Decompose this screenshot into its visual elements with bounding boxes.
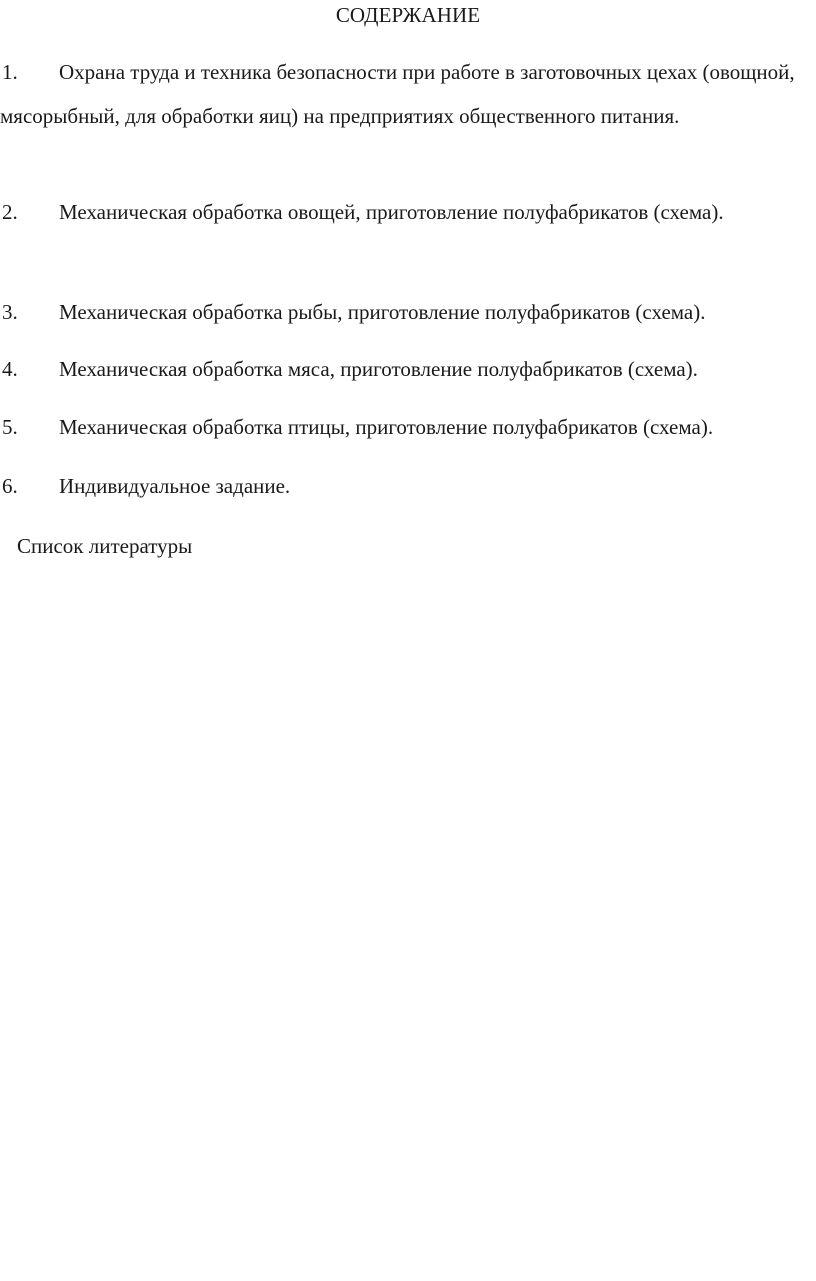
toc-item-4	[0, 347, 812, 391]
toc-item-number: 2.	[2, 200, 18, 224]
toc-item-number: 4.	[2, 357, 18, 381]
toc-item-text: Механическая обработка овощей, приготовление полуфабрикатов (схема).	[59, 200, 724, 224]
literature-heading: Список литературы	[17, 534, 193, 558]
toc-item-1	[0, 50, 812, 138]
toc-item-text: Охрана труда и техника безопасности при работе в заготовочных цехах (овощной, мясорыбный, для обработки яиц) на предприятиях общественного питания.	[0, 60, 795, 128]
toc-item-text: Механическая обработка рыбы, приготовление полуфабрикатов (схема).	[59, 300, 706, 324]
toc-item-6	[0, 464, 812, 508]
toc-item-3	[0, 290, 812, 334]
toc-item-text: Механическая обработка птицы, приготовление полуфабрикатов (схема).	[59, 415, 714, 439]
toc-item-5	[0, 405, 812, 449]
toc-item-text: Механическая обработка мяса, приготовление полуфабрикатов (схема).	[59, 357, 698, 381]
page-title: СОДЕРЖАНИЕ	[335, 3, 481, 27]
toc-item-number: 1.	[2, 60, 18, 84]
toc-item-text: Индивидуальное задание.	[59, 474, 291, 498]
toc-item-number: 5.	[2, 415, 18, 439]
toc-item-number: 6.	[2, 474, 18, 498]
toc-item-number: 3.	[2, 300, 18, 324]
toc-item-2	[0, 190, 812, 234]
